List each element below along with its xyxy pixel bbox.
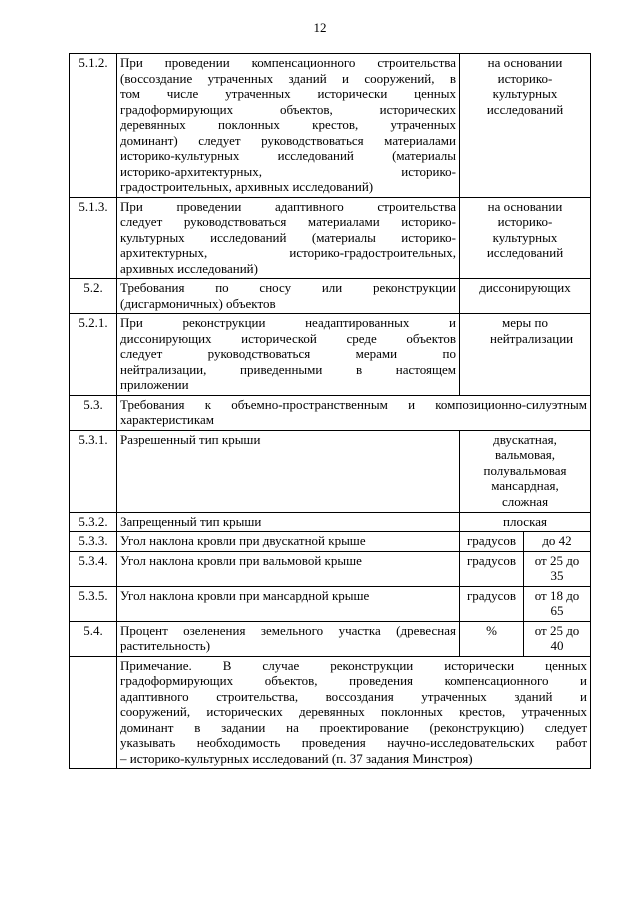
text-line: При реконструкции неадаптированных и xyxy=(120,315,456,330)
text-line: Примечание. В случае реконструкции исторически ценных xyxy=(120,657,587,673)
table-row xyxy=(70,430,591,512)
text-line: Процент озеленения земельного участка (древесная xyxy=(120,622,456,638)
row-value: меры по нейтрализации xyxy=(460,314,591,396)
table-row xyxy=(70,54,591,198)
text-line: доминант в задании на проектирование (реконструкцию) следует xyxy=(120,719,587,735)
row-value: от 25 до 40 xyxy=(524,621,591,656)
table-row xyxy=(70,621,591,656)
text-line: следует руководствоваться материалами историко- xyxy=(120,214,456,229)
table-row xyxy=(70,279,591,314)
table-row xyxy=(70,551,591,586)
row-number: 5.1.2. xyxy=(70,54,117,198)
row-value: на основании историко-культурных исследований xyxy=(460,54,591,198)
row-value: двускатная, вальмовая, полувальмовая мансардная, сложная xyxy=(460,430,591,512)
text-line: – историко-культурных исследований (п. 37 задания Минстроя) xyxy=(120,750,473,766)
text-line: архивных исследований) xyxy=(120,260,258,276)
empty-cell xyxy=(70,656,117,769)
text-line: доминант) следует руководствоваться материалами xyxy=(120,132,456,148)
row-description: Разрешенный тип крыши xyxy=(117,430,460,512)
row-number: 5.4. xyxy=(70,621,117,656)
row-value: диссонирующих xyxy=(460,279,591,314)
row-description xyxy=(117,621,460,656)
note xyxy=(117,656,591,769)
text-line: растительность) xyxy=(120,638,211,653)
table-row xyxy=(70,314,591,396)
text-line: приложении xyxy=(120,377,189,392)
row-value: от 25 до 35 xyxy=(524,551,591,586)
row-number: 5.3.1. xyxy=(70,430,117,512)
row-unit: градусов xyxy=(460,586,524,621)
row-value: до 42 xyxy=(524,532,591,552)
text-line: градоформирующих объектов, проведения компенсационного и xyxy=(120,673,587,688)
text-line: адаптивного строительства, воссоздания утраченных зданий и xyxy=(120,688,587,704)
section-heading xyxy=(117,395,591,430)
text-line: историко-архитектурных, историко- xyxy=(120,163,456,179)
row-number: 5.2. xyxy=(70,279,117,314)
text-line: градостроительных, архивных исследований) xyxy=(120,179,374,194)
text-line: При проведении компенсационного строительства xyxy=(120,55,456,70)
row-unit: градусов xyxy=(460,551,524,586)
row-description xyxy=(117,197,460,279)
row-description xyxy=(117,54,460,198)
text-line: (дисгармоничных) объектов xyxy=(120,295,276,311)
row-value: на основании историко-культурных исследований xyxy=(460,197,591,279)
text-line: градоформирующих объектов, исторических xyxy=(120,101,456,117)
row-unit: % xyxy=(460,621,524,656)
text-line: указывать необходимость проведения научно-исследовательских работ xyxy=(120,735,587,750)
text-line: архитектурных, историко-градостроительных, xyxy=(120,245,456,260)
row-number: 5.3.4. xyxy=(70,551,117,586)
text-line: Требования к объемно-пространственным и композиционно-силуэтным xyxy=(120,396,587,412)
text-line: Требования по сносу или реконструкции xyxy=(120,280,456,295)
text-line: сооружений, исторических деревянных поклонных крестов, утраченных xyxy=(120,704,587,719)
row-description: Угол наклона кровли при мансардной крыше xyxy=(117,586,460,621)
row-value: плоская xyxy=(460,512,591,532)
row-description: Угол наклона кровли при двускатной крыше xyxy=(117,532,460,552)
row-value: от 18 до 65 xyxy=(524,586,591,621)
row-number: 5.3.3. xyxy=(70,532,117,552)
table-row xyxy=(70,532,591,552)
text-line: деревянных поклонных крестов, утраченных xyxy=(120,117,456,132)
text-line: культурных исследований (материалы историко- xyxy=(120,229,456,245)
text-line: историко-культурных исследований (материалы xyxy=(120,148,456,163)
row-unit: градусов xyxy=(460,532,524,552)
text-line: При проведении адаптивного строительства xyxy=(120,198,456,214)
row-number: 5.3.2. xyxy=(70,512,117,532)
row-number: 5.1.3. xyxy=(70,197,117,279)
row-description xyxy=(117,314,460,396)
requirements-table xyxy=(69,53,591,769)
table-row xyxy=(70,395,591,430)
row-number: 5.3. xyxy=(70,395,117,430)
text-line: следует руководствоваться мерами по xyxy=(120,346,456,361)
text-line: характеристикам xyxy=(120,412,214,427)
table-row xyxy=(70,512,591,532)
row-description xyxy=(117,279,460,314)
page-number: 12 xyxy=(313,20,327,35)
row-description: Запрещенный тип крыши xyxy=(117,512,460,532)
row-description: Угол наклона кровли при вальмовой крыше xyxy=(117,551,460,586)
table-row xyxy=(70,656,591,769)
row-number: 5.2.1. xyxy=(70,314,117,396)
text-line: диссонирующих исторической среде объектов xyxy=(120,330,456,346)
table-row xyxy=(70,197,591,279)
text-line: (воссоздание утраченных зданий и сооружений, в xyxy=(120,70,456,86)
text-line: том числе утраченных исторически ценных xyxy=(120,86,456,101)
row-number: 5.3.5. xyxy=(70,586,117,621)
text-line: нейтрализации, приведенными в настоящем xyxy=(120,361,456,377)
table-row xyxy=(70,586,591,621)
